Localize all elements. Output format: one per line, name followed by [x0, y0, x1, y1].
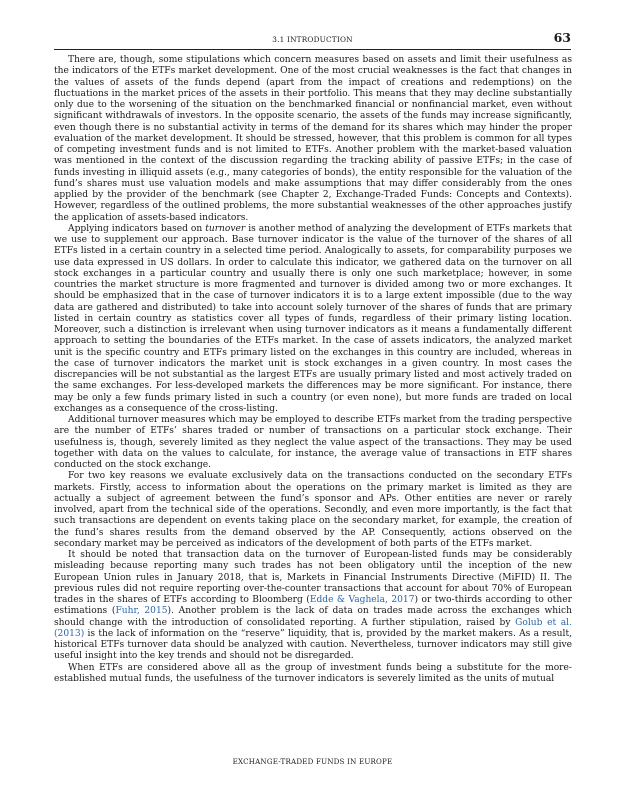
- paragraph: For two key reasons we evaluate exclusively data on the transactions conducted on the secondary ETFs markets. Firstly, access to information about the operations on the primary market is limited as they are actually a subject of agreement between the fund’s sponsor and APs. Other entities are never or rarely involved, apart from the technical side of the operations. Secondly, and even more importantly, is the fact that such transactions are dependent on events taking place on the secondary market, for example, the creation of the fund’s shares results from the demand observed by the AP. Consequently, actions observed on the secondary market may be perceived as indicators of the development of both parts of the ETFs market.: [54, 471, 572, 549]
- paragraph: [54, 550, 572, 663]
- header-rule: [54, 49, 571, 50]
- paragraph: There are, though, some stipulations which concern measures based on assets and limit their usefulness as the indicators of the ETFs market development. One of the most crucial weaknesses is the fact that changes in the values of assets of the funds depend (apart from the impact of creations and redemptions) on the fluctuations in the market prices of the assets in their portfolio. This means that they may decline substantially only due to the worsening of the situation on the benchmarked financial or nonfinancial market, even without significant withdrawals of investors. In the opposite scenario, the assets of the funds may increase significantly, even though there is no substantial activity in terms of the demand for its shares which may hinder the proper evaluation of the market development. It should be stressed, however, that this problem is common for all types of competing investment funds and is not limited to ETFs. Another problem with the market-based valuation was mentioned in the context of the discussion regarding the tracking ability of passive ETFs; in the case of funds investing in illiquid assets (e.g., many categories of bonds), the entity responsible for the valuation of the fund’s shares must use valuation models and make assumptions that may differ considerably from the ones applied by the provider of the benchmark (see Chapter 2, Exchange-Traded Funds: Concepts and Contexts). However, regardless of the outlined problems, the more substantial weaknesses of the other approaches justify the application of assets-based indicators.: [54, 55, 572, 223]
- running-header: [54, 30, 571, 50]
- body-text: [54, 55, 572, 727]
- citation-link[interactable]: Edde & Vaghela, 2017: [309, 595, 415, 605]
- citation-link[interactable]: Golub et al. (2013): [54, 617, 572, 639]
- paragraph: Additional turnover measures which may be employed to describe ETFs market from the trading perspective are the number of ETFs’ shares traded or number of transactions on a particular stock exchange. Their usefulness is, though, severely limited as they neglect the value aspect of the transactions. They may be used together with data on the values to calculate, for instance, the average value of transactions in ETF shares conducted on the stock exchange.: [54, 415, 572, 470]
- paragraph-text: ) or two-thirds according to other estimations (: [54, 595, 572, 617]
- paragraph-text: is another method of analyzing the development of ETFs markets that we use to supplement our approach. Base turnover indicator is the value of the turnover of the shares of all ETFs listed in a certain country in a selected time period. Analogically to assets, for comparability purposes we use data expressed in US dollars. In order to calculate this indicator, we gathered data on the turnover on all stock exchanges in a particular country and usually there is only one such marketplace; however, in some countries the market structure is more fragmented and turnover is divided among two or more exchanges. It should be emphasized that in the case of turnover indicators it is to a large extent impossible (due to the way data are gathered and distributed) to take into account solely turnover of the shares of funds that are primary listed in certain country as statistics cover all types of funds, regardless of their primary listing location. Moreover, such a distinction is irrelevant when using turnover indicators as it means a fundamentally different approach to setting the boundaries of the ETFs market. In the case of assets indicators, the analyzed market unit is the specific country and ETFs primary listed on the exchanges in this country are included, whereas in the case of turnover indicators the market unit is stock exchanges in a given country. In most cases the discrepancies will be not substantial as the largest ETFs are usually primary listed and most actively traded on the same exchanges. For less-developed markets the differences may be more significant. For instance, there may be only a few funds primary listed in such a country (or even none), but more funds are traded on local exchanges as a consequence of the cross-listing.: [54, 223, 572, 414]
- paragraph-text: is the lack of information on the “reserve” liquidity, that is, provided by the market makers. As a result, historical ETFs turnover data should be analyzed with caution. Nevertheless, turnover indicators may still give useful insight into the key trends and should not be disregarded.: [54, 628, 572, 662]
- page-number: 63: [553, 30, 571, 45]
- paragraph-text: Applying indicators based on: [68, 223, 206, 234]
- citation-link[interactable]: Fuhr, 2015: [115, 606, 168, 617]
- section-title: 3.1 INTRODUCTION: [272, 35, 353, 44]
- running-footer: EXCHANGE-TRADED FUNDS IN EUROPE: [232, 757, 393, 766]
- paragraph-text: It should be noted that transaction data on the turnover of European-listed funds may be considerably misleading because reporting many such trades has not been obligatory until the inception of the new European Union rules in January 2018, that is, Markets in Financial Instruments Directive (MiFID) II. The previous rules did not require reporting over-the-counter transactions that account for about 70% of European trades in the shares of ETFs according to Bloomberg (: [54, 550, 572, 605]
- emphasis-term: turnover: [205, 223, 246, 234]
- paragraph-text: ). Another problem is the lack of data on trades made across the exchanges which should change with the introduction of consolidated reporting. A further stipulation, raised by: [54, 606, 572, 628]
- paragraph: When ETFs are considered above all as the group of investment funds being a substitute for the more-established mutual funds, the usefulness of the turnover indicators is severely limited as the units of mutual: [54, 662, 572, 684]
- paragraph: [54, 224, 572, 415]
